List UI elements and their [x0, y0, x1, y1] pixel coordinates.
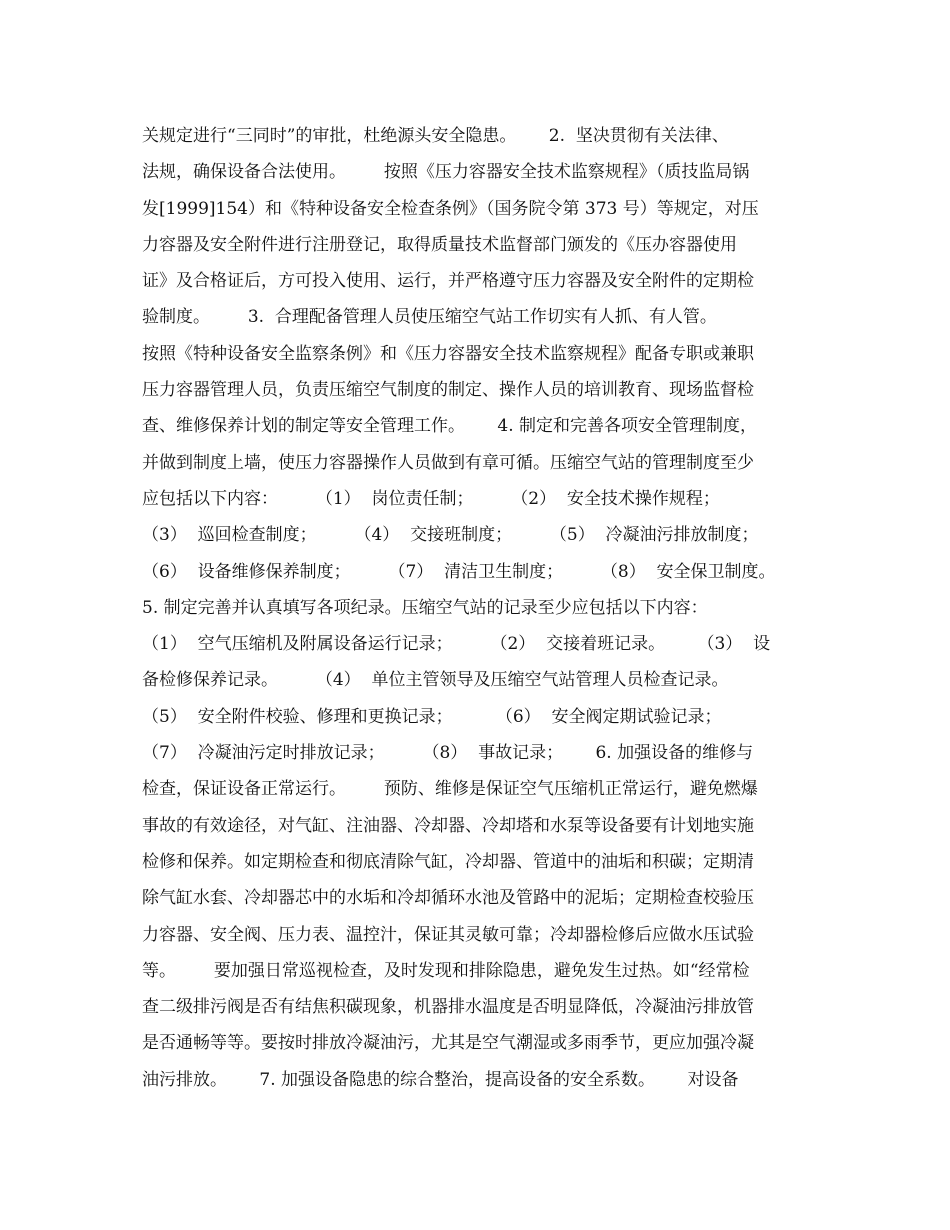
text-line: 检查，保证设备正常运行。 预防、维修是保证空气压缩机正常运行，避免燃爆 — [142, 779, 758, 800]
text-line: 按照《特种设备安全监察条例》和《压力容器安全技术监察规程》配备专职或兼职 — [142, 343, 754, 364]
text-line: 证》及合格证后，方可投入使用、运行，并严格遵守压力容器及安全附件的定期检 — [142, 271, 754, 292]
text-line: 油污排放。 7. 加强设备隐患的综合整治，提高设备的安全系数。 对设备 — [142, 1069, 739, 1090]
text-line: 查二级排污阀是否有结焦积碳现象，机器排水温度是否明显降低，冷凝油污排放管 — [142, 997, 754, 1018]
text-line: 应包括以下内容： （1） 岗位责任制； （2） 安全技术操作规程； — [142, 488, 720, 509]
text-line: （6） 设备维修保养制度； （7） 清洁卫生制度； （8） 安全保卫制度。 — [142, 561, 776, 582]
text-line: 查、维修保养计划的制定等安全管理工作。 4. 制定和完善各项安全管理制度， — [142, 416, 758, 437]
text-line: （5） 安全附件校验、修理和更换记录； （6） 安全阀定期试验记录； — [142, 706, 722, 727]
text-line: 并做到制度上墙，使压力容器操作人员做到有章可循。压缩空气站的管理制度至少 — [142, 452, 754, 473]
text-line: （7） 冷凝油污定时排放记录； （8） 事故记录； 6. 加强设备的维修与 — [142, 743, 754, 764]
text-line: 事故的有效途径，对气缸、注油器、冷却器、冷却塔和水泵等设备要有计划地实施 — [142, 815, 754, 836]
text-line: 力容器、安全阀、压力表、温控汁，保证其灵敏可靠；冷却器检修后应做水压试验 — [142, 924, 754, 945]
text-line: 压力容器管理人员，负责压缩空气制度的制定、操作人员的培训教育、现场监督检 — [142, 380, 754, 401]
body-text — [142, 118, 842, 1098]
text-line: 力容器及安全附件进行注册登记，取得质量技术监督部门颁发的《压办容器使用 — [142, 234, 737, 255]
text-line: （1） 空气压缩机及附属设备运行记录； （2） 交接着班记录。 （3） 设 — [142, 634, 771, 655]
text-line: 法规，确保设备合法使用。 按照《压力容器安全技术监察规程》（质技监局锅 — [142, 162, 750, 183]
text-line: 是否通畅等等。要按时排放冷凝油污，尤其是空气潮湿或多雨季节，更应加强冷凝 — [142, 1033, 754, 1054]
text-line: 验制度。 3. 合理配备管理人员使压缩空气站工作切实有人抓、有人管。 — [142, 307, 717, 328]
text-line: （3） 巡回检查制度； （4） 交接班制度； （5） 冷凝油污排放制度； — [142, 525, 759, 546]
text-line: 等。 要加强日常巡视检查，及时发现和排除隐患，避免发生过热。如“经常检 — [142, 960, 750, 981]
text-line: 5. 制定完善并认真填写各项纪录。压缩空气站的记录至少应包括以下内容： — [142, 597, 708, 618]
text-line: 关规定进行“三同时”的审批，杜绝源头安全隐患。 2. 坚决贯彻有关法律、 — [142, 126, 729, 146]
text-line: 发[1999]154）和《特种设备安全检查条例》（国务院令第 373 号）等规定，对压 — [142, 198, 759, 219]
text-line: 备检修保养记录。 （4） 单位主管领导及压缩空气站管理人员检查记录。 — [142, 670, 729, 691]
text-line: 除气缸水套、冷却器芯中的水垢和冷却循环水池及管路中的泥垢；定期检查校验压 — [142, 888, 754, 909]
text-line: 检修和保养。如定期检查和彻底清除气缸，冷却器、管道中的油垢和积碳；定期清 — [142, 851, 754, 872]
